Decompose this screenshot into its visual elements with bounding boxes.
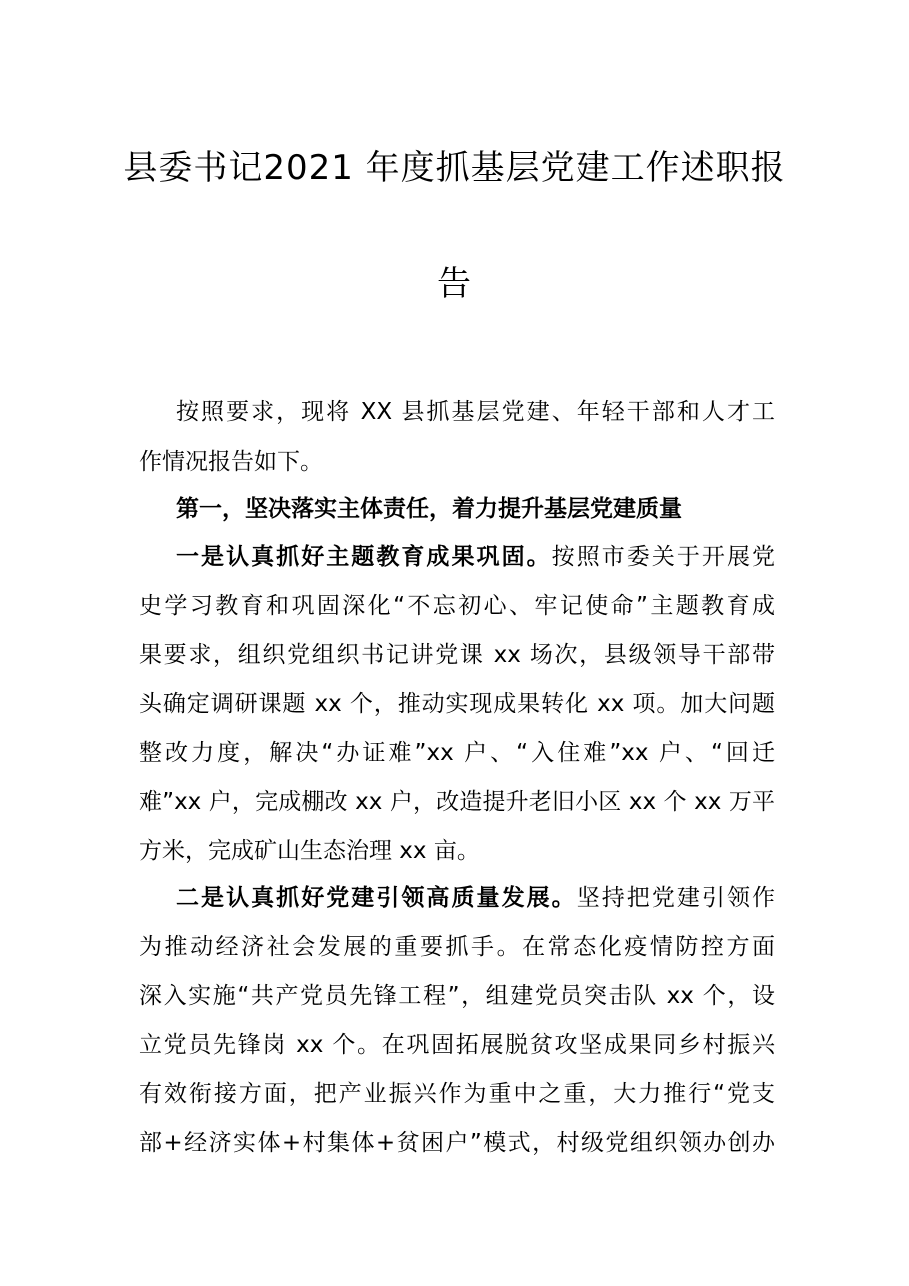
paragraph-line xyxy=(176,542,775,572)
paragraph-lead-heading: 二是认真抓好党建引领高质量发展。 xyxy=(176,885,577,911)
paragraph-line xyxy=(139,787,775,817)
line-text: 整改力度，解决“办证难”xx 户、“入住难”xx 户、“回迁 xyxy=(139,740,775,766)
paragraph-line xyxy=(139,447,775,477)
line-text: 作情况报告如下。 xyxy=(139,449,323,475)
paragraph-lead-heading: 一是认真抓好主题教育成果巩固。 xyxy=(176,544,552,570)
line-text: 为推动经济社会发展的重要抓手。在常态化疫情防控方面 xyxy=(139,934,775,960)
line-text: 部+经济实体+村集体+贫困户”模式，村级党组织领办创办 xyxy=(139,1130,775,1156)
line-text: 深入实施“共产党员先锋工程”，组建党员突击队 xx 个，设 xyxy=(139,983,775,1009)
document-title-line-1: 县委书记2021 年度抓基层党建工作述职报 xyxy=(123,148,786,188)
line-text: 按照要求，现将 XX 县抓基层党建、年轻干部和人才工 xyxy=(176,399,775,425)
section-heading-text: 第一，坚决落实主体责任，着力提升基层党建质量 xyxy=(176,496,682,522)
paragraph-line xyxy=(139,836,775,866)
paragraph-line xyxy=(139,981,775,1011)
paragraph-line xyxy=(139,689,775,719)
line-text: 方米，完成矿山生态治理 xx 亩。 xyxy=(139,838,480,864)
line-text: 头确定调研课题 xx 个，推动实现成果转化 xx 项。加大问题 xyxy=(139,691,775,717)
section-heading xyxy=(176,494,775,524)
line-text: 果要求，组织党组织书记讲党课 xx 场次，县级领导干部带 xyxy=(139,642,775,668)
line-text: 立党员先锋岗 xx 个。在巩固拓展脱贫攻坚成果同乡村振兴 xyxy=(139,1032,775,1058)
paragraph-line xyxy=(139,1079,775,1109)
line-text: 难”xx 户，完成棚改 xx 户，改造提升老旧小区 xx 个 xx 万平 xyxy=(139,789,775,815)
paragraph-line xyxy=(139,1030,775,1060)
line-text: 按照市委关于开展党 xyxy=(551,544,776,570)
line-text: 有效衔接方面，把产业振兴作为重中之重，大力推行“党支 xyxy=(139,1081,775,1107)
paragraph-line xyxy=(139,640,775,670)
line-text: 史学习教育和巩固深化“不忘初心、牢记使命”主题教育成 xyxy=(139,593,775,619)
paragraph-line xyxy=(176,397,775,427)
paragraph-line xyxy=(139,932,775,962)
paragraph-line xyxy=(139,1128,775,1158)
paragraph-line xyxy=(176,883,775,913)
line-text: 坚持把党建引领作 xyxy=(576,885,776,911)
document-title-line-2: 告 xyxy=(437,264,472,304)
paragraph-line xyxy=(139,738,775,768)
paragraph-line xyxy=(139,591,775,621)
